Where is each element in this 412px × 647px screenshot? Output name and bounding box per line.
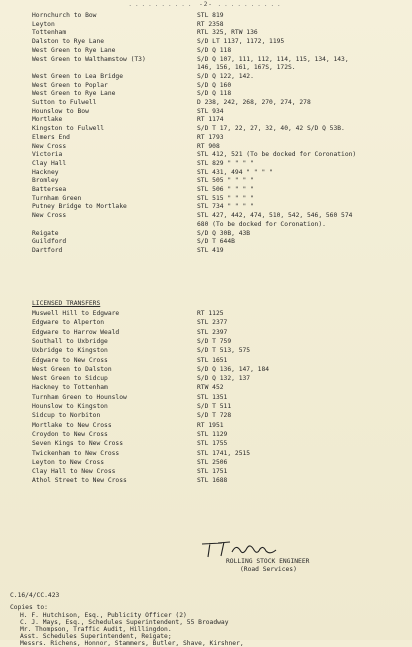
vehicle-numbers: STL 1741, 2515: [197, 449, 251, 457]
route-from: Hornchurch to Bow: [32, 12, 97, 19]
page-number: -2-: [199, 1, 213, 8]
vehicle-numbers: STL 515 " " " ": [197, 194, 254, 202]
vehicle-numbers: S/D Q 122, 142.: [197, 72, 254, 80]
route-from: Turnham Green: [32, 194, 82, 202]
route-from: Victoria: [32, 151, 63, 159]
vehicle-numbers: STL 1751: [197, 468, 228, 476]
vehicle-numbers: STL 412, 521 (To be docked for Coronation): [197, 151, 357, 159]
licensed-transfers-heading: LICENSED TRANSFERS: [32, 300, 101, 307]
route-from: Guildford: [32, 238, 67, 246]
route-from: West Green to Poplar: [32, 81, 108, 89]
vehicle-numbers: STL 2377: [197, 319, 228, 327]
copy-recipient: H. F. Hutchison, Esq., Publicity Officer (2): [20, 612, 187, 619]
vehicle-numbers: S/D T 644B: [197, 238, 235, 246]
route-from: Southall to Uxbridge: [32, 337, 108, 345]
vehicle-numbers: S/D Q 30B, 43B: [197, 229, 251, 237]
signatory-department: (Road Services): [240, 566, 297, 573]
route-from: Reigate: [32, 229, 59, 237]
vehicle-numbers: STL 1351: [197, 393, 228, 401]
route-from: Edgware to Harrow Weald: [32, 328, 120, 336]
vehicle-numbers: STL 431, 494 " " " ": [197, 168, 273, 176]
route-from: West Green to Rye Lane: [32, 46, 116, 54]
route-from: Kingston to Fulwell: [32, 125, 105, 133]
route-from: Muswell Hill to Edgware: [32, 310, 120, 317]
route-from: West Green to Walthamstow (T3): [32, 55, 146, 63]
route-from: Leyton to New Cross: [32, 458, 105, 466]
route-from: Clay Hall to New Cross: [32, 468, 116, 476]
vehicle-numbers: STL 506 " " " ": [197, 186, 254, 193]
vehicle-numbers: RT 1951: [197, 421, 224, 429]
vehicle-numbers: STL 2506: [197, 458, 228, 466]
vehicle-numbers: STL 819: [197, 12, 224, 19]
route-from: Leyton: [32, 20, 55, 28]
vehicle-numbers: S/D T 728: [197, 412, 232, 420]
vehicle-numbers: RTL 325, RTW 136: [197, 29, 258, 37]
route-from: Hounslow to Bow: [32, 107, 89, 115]
copy-recipient: Messrs. Richens, Honnor, Stammers, Butler, Shave, Kirshner,: [20, 640, 244, 647]
vehicle-numbers: STL 505 " " " ": [197, 177, 254, 185]
route-from: West Green to Lea Bridge: [32, 72, 123, 80]
route-from: Mortlake: [32, 116, 63, 124]
route-from: West Green to Dalston: [32, 365, 112, 373]
vehicle-numbers: STL 1129: [197, 430, 228, 438]
route-from: Hackney to Tottenham: [32, 384, 108, 392]
copy-recipient: Mr. Thompson, Traffic Audit, Hillingdon.: [20, 626, 172, 633]
vehicle-numbers: RT 1125: [197, 310, 224, 317]
signatory-title: ROLLING STOCK ENGINEER: [226, 558, 310, 565]
route-from: New Cross: [32, 142, 67, 150]
vehicle-numbers: S/D Q 136, 147, 184: [197, 365, 270, 373]
vehicle-numbers: STL 1688: [197, 477, 228, 485]
route-from: Turnham Green to Hounslow: [32, 393, 127, 401]
route-from: West Green to Sidcup: [32, 375, 108, 383]
vehicle-numbers: STL 734 " " " ": [197, 203, 254, 211]
route-from: Sutton to Fulwell: [32, 99, 97, 106]
route-from: Edgware to New Cross: [32, 356, 108, 364]
route-from: Seven Kings to New Cross: [32, 440, 123, 448]
route-from: Sidcup to Norbiton: [32, 412, 101, 420]
page-number-mark: .......... -2- ..........: [128, 1, 284, 8]
vehicle-numbers: S/D T 511: [197, 403, 232, 410]
route-from: Bromley: [32, 177, 59, 185]
vehicle-numbers: S/D Q 107, 111, 112, 114, 115, 134, 143,: [197, 55, 349, 63]
copy-recipient: Asst. Schedules Superintendent, Reigate;: [20, 633, 172, 640]
vehicle-numbers: 146, 156, 161, 167S, 172S.: [197, 64, 296, 72]
vehicle-numbers: RT 1793: [197, 133, 224, 141]
copies-heading: Copies to:: [10, 604, 48, 611]
vehicle-numbers: S/D LT 1137, 1172, 1195: [197, 38, 285, 46]
vehicle-numbers: STL 1755: [197, 440, 228, 448]
route-from: Mortlake to New Cross: [32, 421, 112, 429]
vehicle-numbers: 680 (To be docked for Coronation).: [197, 220, 326, 228]
vehicle-numbers: S/D T 513, 575: [197, 347, 251, 355]
vehicle-numbers: STL 1651: [197, 356, 228, 364]
vehicle-numbers: S/D Q 118: [197, 90, 232, 98]
vehicle-numbers: STL 2397: [197, 328, 228, 336]
route-from: Athol Street to New Cross: [32, 477, 127, 485]
vehicle-numbers: RTW 452: [197, 384, 224, 392]
vehicle-numbers: RT 1174: [197, 116, 224, 124]
vehicle-numbers: S/D Q 118: [197, 46, 232, 54]
vehicle-numbers: RT 2358: [197, 20, 224, 28]
route-from: Twickenham to New Cross: [32, 449, 120, 457]
vehicle-numbers: S/D Q 160: [197, 81, 232, 89]
vehicle-numbers: S/D T 17, 22, 27, 32, 40, 42 S/D Q 53B.: [197, 125, 345, 133]
copy-recipient: C. J. Mays, Esq., Schedules Superintendent, 55 Broadway: [20, 619, 229, 626]
route-from: Uxbridge to Kingston: [32, 347, 108, 355]
route-from: New Cross: [32, 212, 67, 220]
vehicle-numbers: S/D T 759: [197, 337, 232, 345]
route-from: Hackney: [32, 168, 59, 176]
route-from: Tottenham: [32, 29, 67, 37]
route-from: Croydon to New Cross: [32, 430, 108, 438]
vehicle-numbers: RT 908: [197, 142, 220, 150]
route-from: Putney Bridge to Mortlake: [32, 203, 127, 211]
route-from: Hounslow to Kingston: [32, 403, 108, 410]
route-from: Battersea: [32, 186, 67, 193]
reference-number: C.16/4/CC.423: [10, 592, 60, 599]
route-from: Clay Hall: [32, 159, 67, 167]
route-from: Edgware to Alperton: [32, 319, 105, 327]
route-from: Elmers End: [32, 133, 70, 141]
route-from: West Green to Rye Lane: [32, 90, 116, 98]
route-from: Dartford: [32, 246, 63, 254]
vehicle-numbers: STL 829 " " " ": [197, 159, 254, 167]
vehicle-numbers: STL 934: [197, 107, 224, 115]
vehicle-numbers: STL 427, 442, 474, 510, 542, 546, 560 574: [197, 212, 353, 220]
route-from: Dalston to Rye Lane: [32, 38, 105, 46]
vehicle-numbers: S/D Q 132, 137: [197, 375, 251, 383]
handwritten-signature: [200, 540, 280, 560]
vehicle-numbers: STL 419: [197, 246, 224, 254]
vehicle-numbers: D 238, 242, 268, 270, 274, 278: [197, 99, 311, 106]
